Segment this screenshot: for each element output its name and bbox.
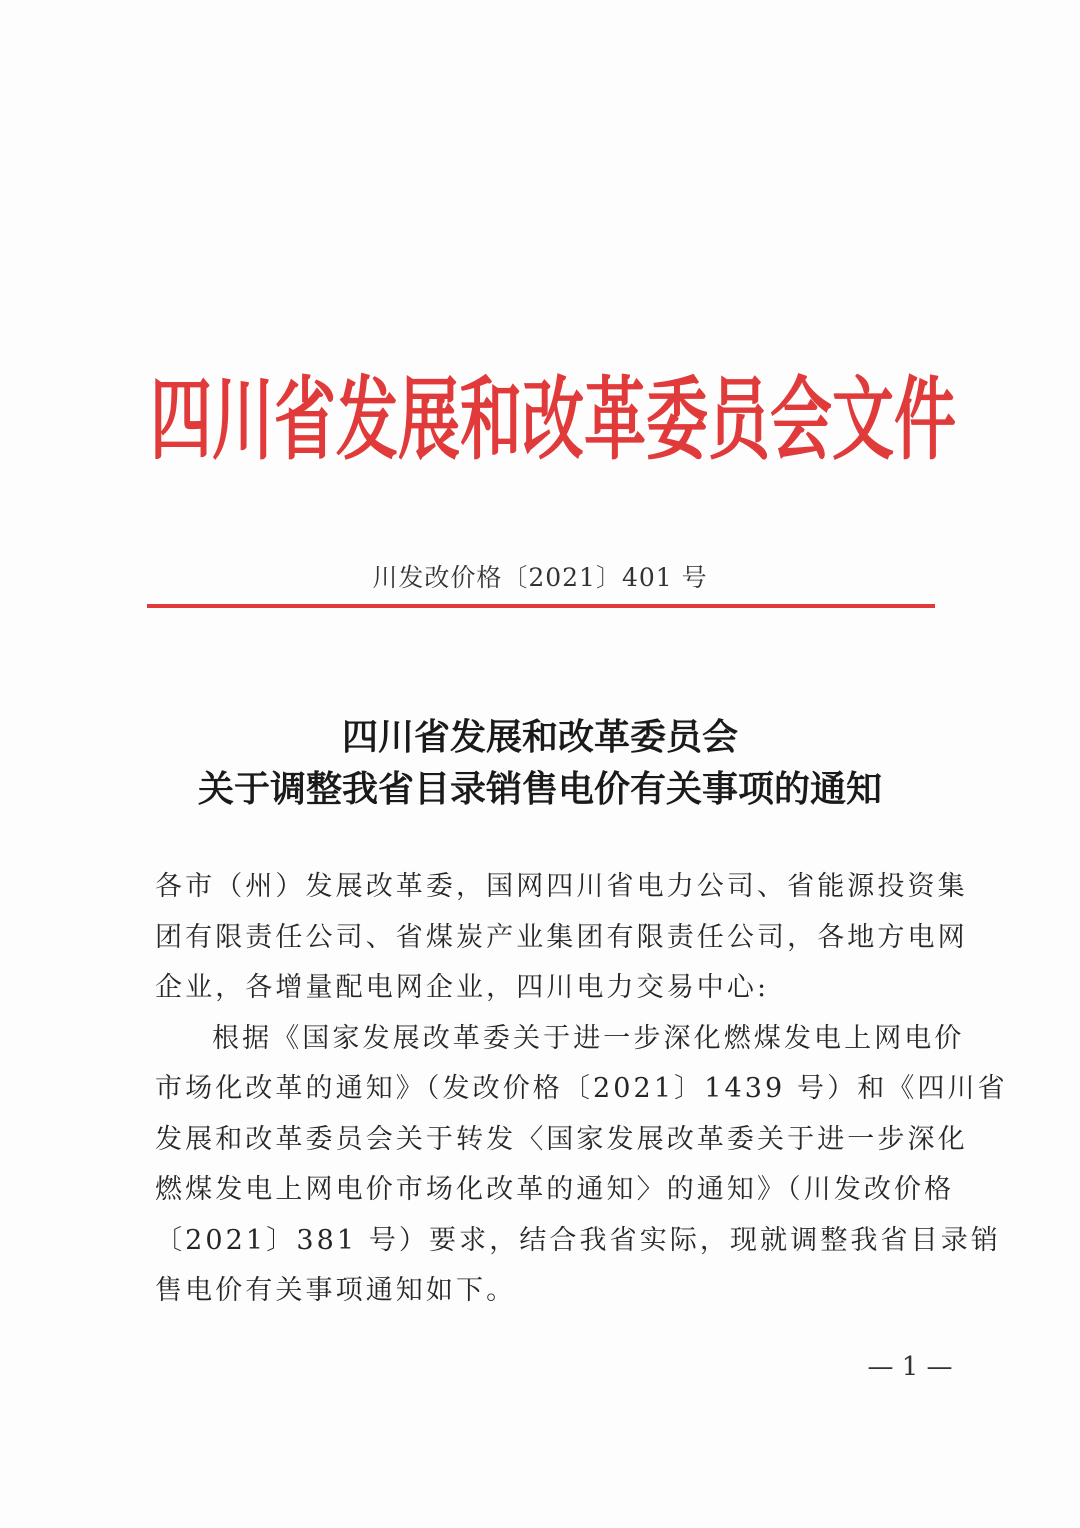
body-line: 团有限责任公司、省煤炭产业集团有限责任公司，各地方电网: [155, 921, 968, 953]
issuer-banner: 四川省发展和改革委员会文件: [150, 366, 957, 473]
red-divider: [147, 604, 935, 608]
body-line: 各市（州）发展改革委，国网四川省电力公司、省能源投资集: [155, 871, 968, 902]
body-line: 〔2021〕381 号）要求，结合我省实际，现就调整我省目录销: [155, 1224, 1001, 1256]
body-line: 根据《国家发展改革委关于进一步深化燃煤发电上网电价: [212, 1022, 965, 1054]
document-number: 川发改价格〔2021〕401 号: [372, 563, 708, 592]
title-line-2: 关于调整我省目录销售电价有关事项的通知: [197, 769, 882, 810]
title-line-1: 四川省发展和改革委员会: [341, 717, 738, 758]
body-line: 燃煤发电上网电价市场化改革的通知〉的通知》（川发改价格: [155, 1174, 955, 1205]
body-line: 发展和改革委员会关于转发〈国家发展改革委关于进一步深化: [155, 1123, 968, 1155]
document-title: [120, 712, 960, 816]
body-line: 售电价有关事项通知如下。: [155, 1275, 517, 1306]
document-body: [155, 862, 1008, 1317]
body-line: 企业，各增量配电网企业，四川电力交易中心:: [155, 972, 770, 1003]
body-line: 市场化改革的通知》（发改价格〔2021〕1439 号）和《四川省: [155, 1073, 1008, 1104]
page-number: — 1 —: [867, 1352, 953, 1382]
